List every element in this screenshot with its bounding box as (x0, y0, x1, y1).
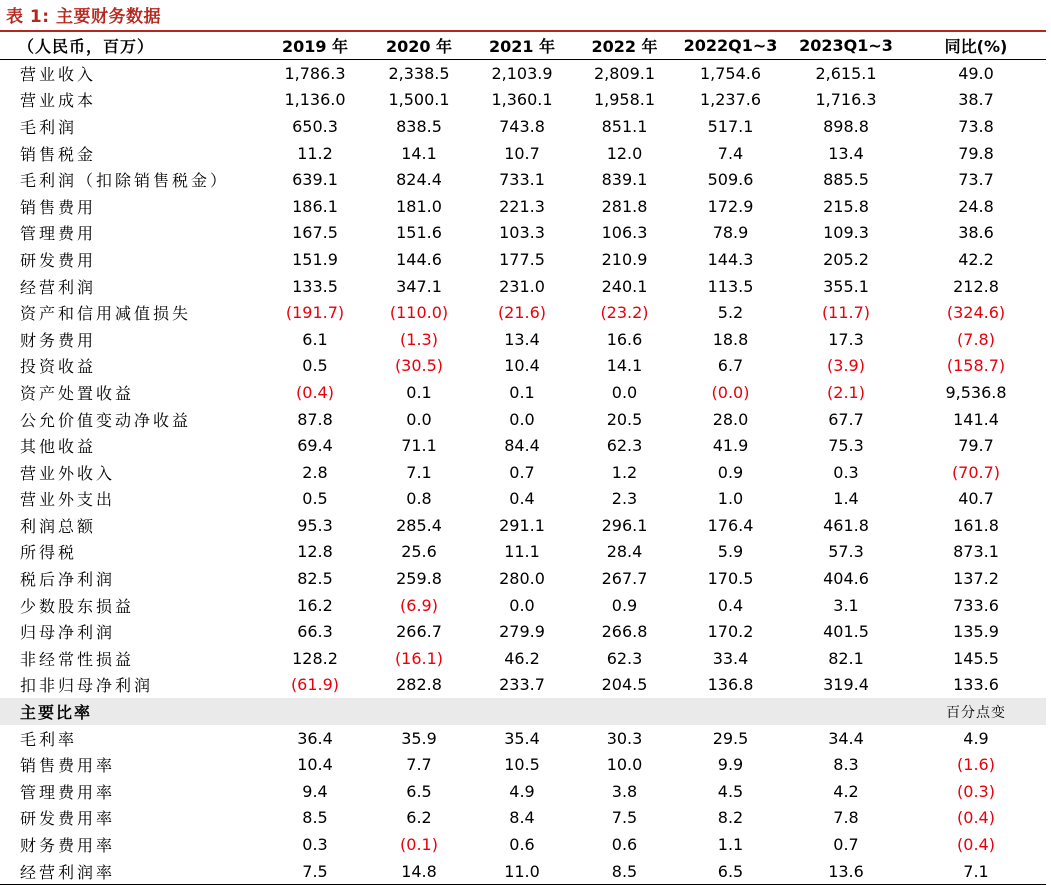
section-note: 百分点变 (906, 698, 1046, 725)
table-cell: 14.1 (401, 143, 437, 163)
table-cell: 181.0 (396, 196, 442, 216)
table-row (0, 273, 1046, 300)
row-label: 研发费用率 (20, 809, 116, 829)
table-cell: (0.4) (957, 808, 995, 828)
table-cell: 639.1 (292, 170, 338, 190)
table-row (0, 246, 1046, 273)
table-cell: 1.4 (833, 489, 859, 509)
table-cell: (7.8) (957, 329, 995, 349)
row-label: 少数股东损益 (20, 596, 135, 616)
table-cell: 82.5 (297, 569, 333, 589)
table-cell: 41.9 (712, 436, 749, 456)
table-row (0, 565, 1046, 592)
table-row (0, 193, 1046, 220)
table-cell: 8.4 (509, 808, 535, 828)
table-cell: 0.3 (833, 462, 859, 482)
row-label: 资产和信用减值损失 (20, 304, 192, 324)
table-cell: 144.6 (396, 249, 442, 269)
table-cell: 0.1 (509, 382, 535, 402)
header-row (0, 32, 1046, 60)
table-cell: 35.4 (504, 728, 540, 748)
table-cell: (324.6) (946, 303, 1006, 323)
financial-data-table (0, 32, 1046, 885)
table-row (0, 87, 1046, 114)
row-label: 所得税 (20, 543, 78, 563)
table-cell: 3.8 (611, 781, 638, 801)
table-cell: 461.8 (823, 515, 869, 535)
table-cell: 0.7 (509, 462, 535, 482)
table-cell: 40.7 (958, 489, 994, 509)
table-cell: 6.2 (406, 808, 432, 828)
table-cell: 8.3 (833, 755, 859, 775)
table-cell: 8.2 (717, 808, 744, 828)
table-cell: 0.5 (302, 356, 328, 376)
table-cell: 28.0 (712, 409, 749, 429)
row-label: 营业成本 (20, 91, 97, 111)
table-cell: 9,536.8 (945, 382, 1007, 402)
table-cell: 204.5 (601, 675, 648, 695)
table-row (0, 353, 1046, 380)
table-cell: 24.8 (958, 196, 994, 216)
table-cell: 28.4 (606, 542, 643, 562)
column-header: 同比(%) (906, 32, 1046, 60)
main-rows (0, 60, 1046, 699)
row-label: 经营利润率 (0, 858, 262, 885)
table-cell: 79.8 (958, 143, 994, 163)
table-cell: 7.1 (406, 462, 432, 482)
table-cell: 1,360.1 (491, 90, 553, 110)
table-cell: 4.5 (717, 781, 744, 801)
table-cell: 12.0 (606, 143, 643, 163)
table-cell: 176.4 (707, 515, 754, 535)
table-row (0, 326, 1046, 353)
table-cell: 319.4 (823, 675, 869, 695)
table-cell: 8.5 (302, 808, 328, 828)
table-cell: 177.5 (499, 249, 545, 269)
table-cell: 0.1 (406, 382, 432, 402)
table-row (0, 140, 1046, 167)
table-row (0, 432, 1046, 459)
row-label: 营业收入 (20, 64, 97, 84)
table-row (0, 113, 1046, 140)
row-label: 归母净利润 (20, 623, 116, 643)
row-label: 经营利润 (20, 277, 97, 297)
row-label: 毛利率 (20, 729, 78, 749)
table-cell: 10.7 (504, 143, 540, 163)
table-cell: (158.7) (946, 356, 1006, 376)
table-cell: 240.1 (601, 276, 648, 296)
table-row (0, 725, 1046, 752)
table-cell: 8.5 (574, 858, 675, 885)
table-cell: (0.1) (400, 835, 438, 855)
table-cell: 1,237.6 (699, 90, 762, 110)
table-cell: 170.2 (707, 622, 754, 642)
table-cell: 1,500.1 (388, 90, 450, 110)
table-cell: 14.8 (368, 858, 470, 885)
table-cell: 128.2 (292, 648, 338, 668)
table-cell: (11.7) (821, 303, 871, 323)
table-cell: 0.4 (509, 489, 535, 509)
table-cell: 42.2 (958, 249, 994, 269)
table-cell: 2,338.5 (388, 63, 450, 83)
table-cell: 280.0 (499, 569, 545, 589)
table-cell: 186.1 (292, 196, 338, 216)
table-cell: 267.7 (601, 569, 648, 589)
table-cell: 7.4 (717, 143, 744, 163)
table-cell: 0.7 (833, 835, 859, 855)
table-cell: (1.3) (400, 329, 438, 349)
table-cell: 2.3 (611, 489, 638, 509)
table-row (0, 539, 1046, 566)
table-cell: (0.0) (711, 382, 750, 402)
table-cell: 266.8 (601, 622, 648, 642)
table-cell: 1.2 (611, 462, 638, 482)
table-cell: 16.6 (606, 329, 643, 349)
table-cell: 347.1 (396, 276, 442, 296)
table-cell: 7.5 (611, 808, 638, 828)
table-cell: 66.3 (297, 622, 333, 642)
table-cell: (6.9) (400, 595, 438, 615)
table-cell: 151.6 (396, 223, 442, 243)
table-cell: 33.4 (712, 648, 749, 668)
table-cell: 650.3 (292, 116, 338, 136)
column-header: 2022Q1~3 (675, 32, 786, 60)
table-cell: 6.1 (302, 329, 328, 349)
table-cell: 87.8 (297, 409, 333, 429)
table-cell: 7.1 (906, 858, 1046, 885)
column-header: 2023Q1~3 (786, 32, 906, 60)
table-cell: 1.1 (717, 835, 744, 855)
table-cell: 0.0 (509, 409, 535, 429)
table-cell: 851.1 (601, 116, 648, 136)
row-label: 财务费用率 (20, 836, 116, 856)
row-label: 销售税金 (20, 144, 97, 164)
table-cell: 10.4 (504, 356, 540, 376)
table-cell: 30.3 (606, 728, 643, 748)
table-cell: 62.3 (606, 648, 643, 668)
table-row (0, 672, 1046, 699)
table-cell: 35.9 (401, 728, 437, 748)
column-header: 2019 年 (262, 32, 368, 60)
table-cell: 4.2 (833, 781, 859, 801)
table-cell: 281.8 (601, 196, 648, 216)
table-cell: 10.4 (297, 755, 333, 775)
table-cell: 2.8 (302, 462, 328, 482)
table-cell: 11.0 (470, 858, 574, 885)
table-cell: 2,103.9 (491, 63, 553, 83)
table-cell: 34.4 (828, 728, 864, 748)
table-cell: (70.7) (951, 462, 1001, 482)
row-label: 其他收益 (20, 437, 97, 457)
table-cell: 95.3 (297, 515, 333, 535)
table-cell: 5.2 (717, 303, 744, 323)
table-cell: 404.6 (823, 569, 869, 589)
table-row (0, 618, 1046, 645)
table-cell: (23.2) (600, 303, 649, 323)
table-cell: 78.9 (712, 223, 749, 243)
table-cell: 161.8 (953, 515, 999, 535)
table-cell: (1.6) (957, 755, 995, 775)
table-row (0, 512, 1046, 539)
table-cell: 151.9 (292, 249, 338, 269)
table-cell: 6.5 (406, 781, 432, 801)
table-row (0, 592, 1046, 619)
table-cell: 106.3 (601, 223, 648, 243)
section-header-row (0, 698, 1046, 725)
table-cell: 231.0 (499, 276, 545, 296)
table-row (0, 778, 1046, 805)
row-label: 营业外收入 (20, 463, 116, 483)
table-cell: 103.3 (499, 223, 545, 243)
row-label: 管理费用率 (20, 782, 116, 802)
table-cell: (16.1) (394, 648, 444, 668)
row-label: 投资收益 (20, 357, 97, 377)
table-cell: 733.6 (953, 595, 999, 615)
table-cell: 49.0 (958, 63, 994, 83)
table-row (0, 831, 1046, 858)
table-cell: 67.7 (828, 409, 864, 429)
table-cell: 133.5 (292, 276, 338, 296)
table-title: 表 1: 主要财务数据 (6, 7, 161, 27)
section-title: 主要比率 (0, 698, 262, 725)
row-label: 公允价值变动净收益 (20, 410, 192, 430)
table-cell: 172.9 (707, 196, 754, 216)
row-label: 销售费用率 (20, 756, 116, 776)
table-cell: 0.9 (717, 462, 744, 482)
table-row (0, 645, 1046, 672)
table-cell: 7.5 (262, 858, 368, 885)
table-cell: (21.6) (497, 303, 547, 323)
row-label: 税后净利润 (20, 570, 116, 590)
table-cell: 18.8 (712, 329, 749, 349)
table-row (0, 486, 1046, 513)
table-cell: 0.5 (302, 489, 328, 509)
table-cell: 10.0 (606, 755, 643, 775)
table-cell: 1,716.3 (815, 90, 877, 110)
table-cell: 2,809.1 (593, 63, 656, 83)
table-cell: (61.9) (290, 675, 340, 695)
table-row (0, 379, 1046, 406)
table-cell: 517.1 (707, 116, 754, 136)
table-cell: 13.6 (786, 858, 906, 885)
table-cell: 82.1 (828, 648, 864, 668)
table-cell: 29.5 (712, 728, 749, 748)
row-label: 扣非归母净利润 (20, 676, 154, 696)
table-row (0, 805, 1046, 832)
table-cell: 401.5 (823, 622, 869, 642)
table-cell: 113.5 (707, 276, 754, 296)
table-cell: 873.1 (953, 542, 999, 562)
table-cell: 14.1 (606, 356, 643, 376)
table-cell: 137.2 (953, 569, 999, 589)
table-cell: 5.9 (717, 542, 744, 562)
table-cell: 266.7 (396, 622, 442, 642)
table-cell: 1,136.0 (284, 90, 346, 110)
table-cell: 0.0 (406, 409, 432, 429)
table-cell: 1,786.3 (284, 63, 346, 83)
table-cell: 3.1 (833, 595, 859, 615)
table-cell: 233.7 (499, 675, 545, 695)
table-cell: 170.5 (707, 569, 754, 589)
table-cell: 9.4 (302, 781, 328, 801)
table-cell: 167.5 (292, 223, 338, 243)
row-label: 毛利润（扣除销售税金） (20, 171, 230, 191)
table-cell: 73.8 (958, 116, 994, 136)
table-cell: 1.0 (717, 489, 744, 509)
table-row (0, 751, 1046, 778)
table-cell: 282.8 (396, 675, 442, 695)
table-cell: 46.2 (504, 648, 540, 668)
table-cell: (30.5) (394, 356, 444, 376)
ratio-rows (0, 725, 1046, 885)
table-cell: 84.4 (504, 436, 540, 456)
table-cell: 25.6 (401, 542, 437, 562)
row-label: 资产处置收益 (20, 383, 135, 403)
table-cell: 221.3 (499, 196, 545, 216)
table-cell: 11.2 (297, 143, 333, 163)
table-cell: 38.7 (958, 90, 994, 110)
table-cell: (0.4) (957, 835, 995, 855)
ratios-section (0, 698, 1046, 725)
table-cell: (3.9) (827, 356, 865, 376)
table-cell: 1,958.1 (593, 90, 656, 110)
table-cell: 79.7 (958, 436, 994, 456)
table-cell: 0.3 (302, 835, 328, 855)
table-cell: 57.3 (828, 542, 864, 562)
table-cell: 133.6 (953, 675, 999, 695)
table-cell: (110.0) (389, 303, 449, 323)
table-cell: 11.1 (504, 542, 540, 562)
table-cell: 1,754.6 (699, 63, 762, 83)
table-cell: 0.4 (717, 595, 744, 615)
table-cell: 733.1 (499, 170, 545, 190)
table-cell: 212.8 (953, 276, 999, 296)
table-cell: 4.9 (509, 781, 535, 801)
unit-label: （人民币，百万） (0, 32, 262, 60)
table-cell: 9.9 (717, 755, 744, 775)
table-row (0, 60, 1046, 87)
table-cell: (2.1) (827, 382, 865, 402)
table-cell: 16.2 (297, 595, 333, 615)
table-cell: 205.2 (823, 249, 869, 269)
table-cell: 0.0 (611, 382, 638, 402)
table-cell: 7.8 (833, 808, 859, 828)
table-cell: 279.9 (499, 622, 545, 642)
table-cell: 4.9 (963, 728, 989, 748)
column-header: 2020 年 (368, 32, 470, 60)
table-cell: 285.4 (396, 515, 442, 535)
table-cell: 145.5 (953, 648, 999, 668)
table-row (0, 459, 1046, 486)
row-label: 利润总额 (20, 516, 97, 536)
table-cell: 210.9 (601, 249, 648, 269)
table-cell: 38.6 (958, 223, 994, 243)
table-cell: 109.3 (823, 223, 869, 243)
table-cell: 62.3 (606, 436, 643, 456)
table-cell: 355.1 (823, 276, 869, 296)
table-cell: 0.6 (509, 835, 535, 855)
column-header: 2021 年 (470, 32, 574, 60)
table-cell: 6.5 (675, 858, 786, 885)
table-cell: 898.8 (823, 116, 869, 136)
table-row (0, 299, 1046, 326)
table-cell: 12.8 (297, 542, 333, 562)
table-cell: (0.4) (296, 382, 334, 402)
table-cell: 743.8 (499, 116, 545, 136)
table-cell: 13.4 (828, 143, 864, 163)
table-row (0, 406, 1046, 433)
table-cell: 73.7 (958, 170, 994, 190)
table-cell: 7.7 (406, 755, 432, 775)
table-cell: 259.8 (396, 569, 442, 589)
table-cell: 0.0 (509, 595, 535, 615)
row-label: 非经常性损益 (20, 649, 135, 669)
row-label: 营业外支出 (20, 490, 116, 510)
table-cell: 509.6 (707, 170, 754, 190)
table-cell: 215.8 (823, 196, 869, 216)
table-cell: 36.4 (297, 728, 333, 748)
table-row (0, 220, 1046, 247)
table-cell: 291.1 (499, 515, 545, 535)
table-cell: 296.1 (601, 515, 648, 535)
table-cell: 136.8 (707, 675, 754, 695)
table-cell: 141.4 (953, 409, 999, 429)
column-header: 2022 年 (574, 32, 675, 60)
row-label: 财务费用 (20, 330, 97, 350)
table-cell: 839.1 (601, 170, 648, 190)
table-cell: 13.4 (504, 329, 540, 349)
table-cell: 17.3 (828, 329, 864, 349)
table-row (0, 166, 1046, 193)
table-cell: 75.3 (828, 436, 864, 456)
table-cell: 838.5 (396, 116, 442, 136)
row-label: 销售费用 (20, 197, 97, 217)
row-label: 管理费用 (20, 224, 97, 244)
row-label: 毛利润 (20, 117, 78, 137)
table-cell: 69.4 (297, 436, 333, 456)
table-cell: 71.1 (401, 436, 437, 456)
table-cell: 885.5 (823, 170, 869, 190)
table-cell: 0.9 (611, 595, 638, 615)
table-cell: 2,615.1 (815, 63, 877, 83)
table-cell: 135.9 (953, 622, 999, 642)
table-cell: 20.5 (606, 409, 643, 429)
table-cell: 0.8 (406, 489, 432, 509)
row-label: 研发费用 (20, 250, 97, 270)
table-cell: (0.3) (957, 781, 995, 801)
table-cell: 824.4 (396, 170, 442, 190)
table-cell: 6.7 (717, 356, 744, 376)
table-cell: 10.5 (504, 755, 540, 775)
table-cell: 144.3 (707, 249, 754, 269)
table-cell: (191.7) (285, 303, 345, 323)
table-cell: 0.6 (611, 835, 638, 855)
